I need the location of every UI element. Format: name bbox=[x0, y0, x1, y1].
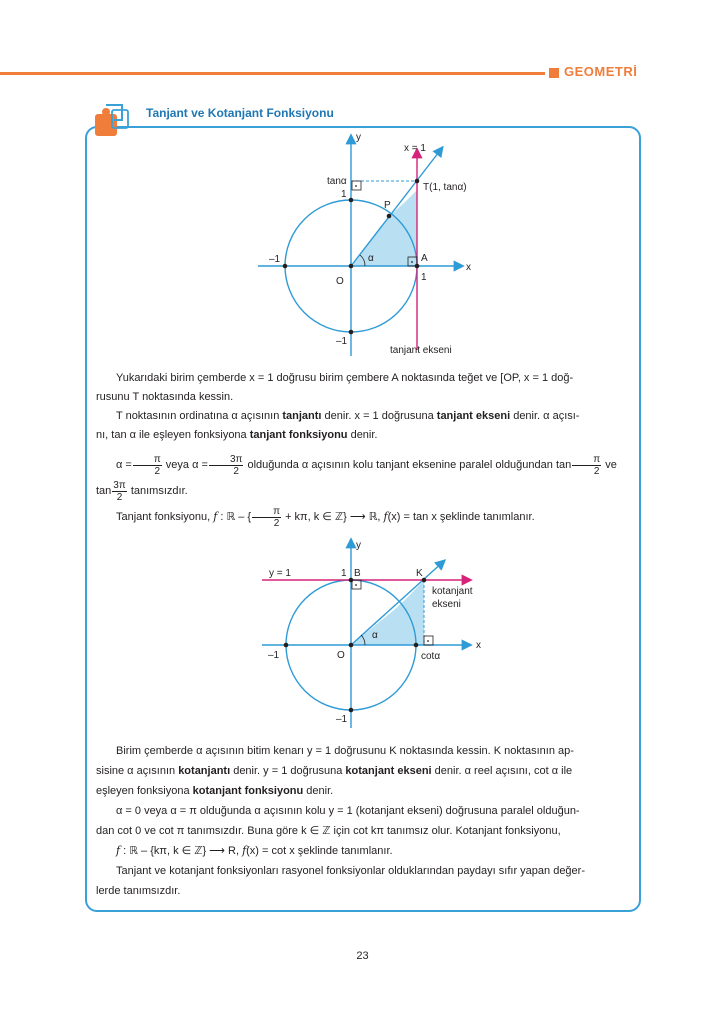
p7-line-b: lerde tanımsızdır. bbox=[96, 885, 181, 897]
tangent-figure bbox=[240, 130, 490, 360]
p5-line-a: Birim çemberde α açısının bitim kenarı y = 1 doğrusunu K noktasında kessin. K noktasının ap- bbox=[116, 745, 574, 757]
paragraph-1 bbox=[96, 369, 628, 445]
minus-one-x-label: –1 bbox=[269, 254, 281, 265]
one-y-label-2: 1 bbox=[341, 568, 347, 579]
minus-one-y-label: –1 bbox=[336, 336, 348, 347]
p7-line-a: Tanjant ve kotanjant fonksiyonları rasyonel fonksiyonlar olduklarından paydayı sıfır yapan değer- bbox=[116, 865, 585, 877]
point-T-label: T(1, tanα) bbox=[423, 182, 467, 193]
x-axis-label: x bbox=[466, 262, 471, 273]
cotangent-figure bbox=[250, 535, 500, 730]
paragraph-3 bbox=[96, 452, 628, 530]
one-x-label: 1 bbox=[421, 272, 427, 283]
p5-line-b: sisine α açısının kotanjantı denir. y = 1 doğrusuna kotanjant ekseni denir. α reel açısını, cot α ile bbox=[96, 765, 573, 777]
p2-line-a: T noktasının ordinatına α açısının tanjantı denir. x = 1 doğrusuna tanjant ekseni denir. α açısı- bbox=[116, 410, 580, 422]
point-B-label: B bbox=[354, 568, 361, 579]
subject-title: GEOMETRİ bbox=[564, 64, 638, 79]
header-rule bbox=[0, 72, 545, 75]
p1-line-b: rusunu T noktasında kessin. bbox=[96, 391, 234, 403]
minus-one-y-label-2: –1 bbox=[336, 714, 348, 725]
alpha-label-2: α bbox=[372, 630, 378, 641]
y-axis-label: y bbox=[356, 132, 361, 143]
header-square bbox=[549, 68, 559, 78]
cotangent-axis-label-2: ekseni bbox=[432, 599, 461, 610]
one-y-label: 1 bbox=[341, 189, 347, 200]
y-axis-label-2: y bbox=[356, 540, 361, 551]
p1-line-a: Yukarıdaki birim çemberde x = 1 doğrusu birim çembere A noktasında teğet ve [OP, x = 1 doğ- bbox=[116, 372, 574, 384]
minus-one-x-label-2: –1 bbox=[268, 650, 280, 661]
p2-line-b: nı, tan α ile eşleyen fonksiyona tanjant fonksiyonu denir. bbox=[96, 429, 378, 441]
x-axis-label-2: x bbox=[476, 640, 481, 651]
p6-line-b: dan cot 0 ve cot π tanımsızdır. Buna göre k ∈ ℤ için cot kπ tanımsız olur. Kotanjant fonksiyonu, bbox=[96, 825, 561, 837]
point-P-label: P bbox=[384, 200, 391, 211]
cotangent-axis-label-1: kotanjant bbox=[432, 586, 473, 597]
p6-line-a: α = 0 veya α = π olduğunda α açısının kolu y = 1 (kotanjant ekseni) doğrusuna paralel olduğun- bbox=[116, 805, 580, 817]
p3-line-a: α = $\frac{\pi}{2}$ veya α = $\frac{3\pi}{2}$ olduğunda α açısının kolu tanjant eksenine paralel olduğundan tan $\frac{\pi}{2}$ ve bbox=[116, 453, 617, 477]
puzzle-icon bbox=[92, 102, 134, 144]
p4-line: Tanjant fonksiyonu, f : ℝ – { $\frac{\pi}{2}$ + kπ, k ∈ ℤ} ⟶ ℝ, f(x) = tan x şeklinde tanımlanır. bbox=[116, 505, 535, 529]
line-label: x = 1 bbox=[404, 143, 426, 154]
cot-label: cotα bbox=[421, 651, 441, 662]
origin-label: O bbox=[336, 276, 344, 287]
point-A-label: A bbox=[421, 253, 428, 264]
point-K-label: K bbox=[416, 568, 423, 579]
section-title: Tanjant ve Kotanjant Fonksiyonu bbox=[146, 106, 334, 120]
paragraph-5 bbox=[96, 741, 628, 901]
line-label-2: y = 1 bbox=[269, 568, 291, 579]
origin-label-2: O bbox=[337, 650, 345, 661]
alpha-label: α bbox=[368, 253, 374, 264]
p6-line-c: f : ℝ – {kπ, k ∈ ℤ} ⟶ R, f(x) = cot x şeklinde tanımlanır. bbox=[116, 844, 393, 857]
p3-line-b: tan $\frac{3\pi}{2}$ tanımsızdır. bbox=[96, 479, 188, 503]
tangent-axis-label: tanjant ekseni bbox=[390, 345, 452, 356]
tan-label: tanα bbox=[327, 176, 347, 187]
page-number: 23 bbox=[356, 950, 369, 962]
p5-line-c: eşleyen fonksiyona kotanjant fonksiyonu denir. bbox=[96, 785, 334, 797]
